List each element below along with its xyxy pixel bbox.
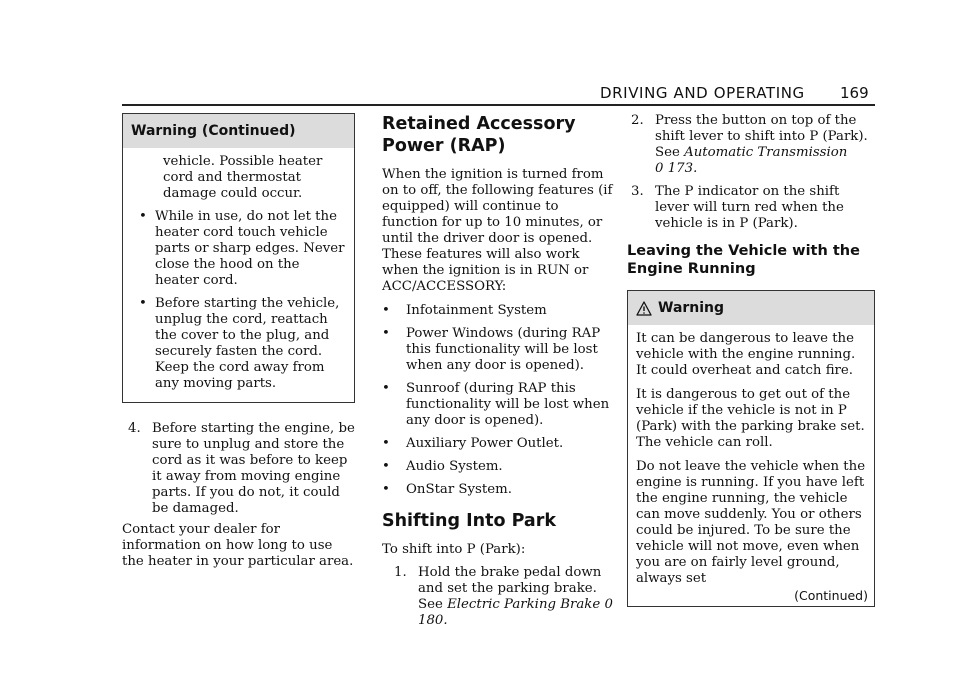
list-item [131, 296, 346, 392]
page-ref-icon: 0 [655, 161, 664, 176]
warning-paragraph: It is dangerous to get out of the vehicle if the vehicle is not in P (Park) with the parking brake set. The vehicle can roll. [636, 387, 865, 450]
bullet-icon: • [139, 209, 147, 224]
step-number: 2. [631, 113, 644, 128]
list-item-text: Auxiliary Power Outlet. [406, 436, 564, 451]
bullet-icon: • [382, 381, 390, 396]
bullet-icon: • [382, 459, 390, 474]
bullet-icon: • [382, 482, 390, 497]
warning-triangle-icon [636, 301, 652, 316]
step-text: Press the button on top of the shift lever to shift into P (Park). See [655, 113, 868, 160]
rap-heading: Retained Accessory Power (RAP) [382, 114, 576, 156]
warning-continued-text: vehicle. Possible heater cord and thermostat damage could occur. [163, 154, 323, 201]
continued-label: (Continued) [794, 588, 868, 603]
running-header-title: DRIVING AND OPERATING [600, 84, 805, 102]
warning-continued-box [122, 113, 355, 403]
list-item-text: Infotainment System [406, 303, 547, 318]
step-number: 1. [394, 565, 407, 580]
warning-paragraph: Do not leave the vehicle when the engine is running. If you have left the engine running, the vehicle can move suddenly. You or others could be injured. To be sure the vehicle will not move, even when you are on fairly level ground, always set [636, 459, 866, 586]
list-item-text: Audio System. [406, 459, 503, 474]
leaving-vehicle-heading: Leaving the Vehicle with the Engine Running [627, 243, 860, 277]
step-3 [627, 184, 875, 232]
bullet-icon: • [382, 436, 390, 451]
step-2 [627, 113, 875, 177]
park-intro: To shift into P (Park): [382, 542, 526, 557]
list-item-text: Before starting the vehicle, unplug the cord, reattach the cover to the plug, and securely fasten the cord. Keep the cord away from any moving parts. [155, 296, 340, 391]
cross-reference-page[interactable]: 173. [667, 161, 698, 176]
column-left [122, 113, 355, 570]
park-heading: Shifting Into Park [382, 511, 557, 531]
list-item [131, 209, 346, 289]
column-middle [382, 113, 615, 629]
list-item-text: Power Windows (during RAP this functionality will be lost when any door is opened). [406, 326, 601, 373]
step-text: Hold the brake pedal down and set the parking brake. See [418, 565, 602, 612]
list-item-text: Sunroof (during RAP this functionality will be lost when any door is opened). [406, 381, 610, 428]
list-item-text: OnStar System. [406, 482, 512, 497]
step-number: 3. [631, 184, 644, 199]
warning-label: Warning [658, 300, 725, 316]
step-text: The P indicator on the shift lever will turn red when the vehicle is in P (Park). [655, 184, 844, 231]
list-item [382, 459, 615, 475]
step-text: Before starting the engine, be sure to unplug and store the cord as it was before to keep it away from moving engine parts. If you do not, it could be damaged. [152, 421, 355, 516]
cross-reference-link[interactable]: Electric Parking Brake [447, 597, 601, 612]
page-number: 169 [840, 84, 869, 102]
rap-intro: When the ignition is turned from on to off, the following features (if equipped) will continue to function for up to 10 minutes, or until the driver door is opened. These features will also work when the ignition is in RUN or ACC/ACCESSORY: [382, 167, 613, 294]
bullet-icon: • [382, 303, 390, 318]
warning-title [628, 291, 874, 325]
column-right [627, 113, 875, 607]
step-1 [382, 565, 615, 629]
list-item [382, 303, 615, 319]
page-ref-icon: 0 [604, 597, 613, 612]
step-4 [122, 421, 355, 517]
list-item [382, 326, 615, 374]
warning-box [627, 290, 875, 607]
cross-reference-page[interactable]: 180. [418, 613, 448, 628]
warning-continued-title: Warning (Continued) [123, 114, 354, 148]
bullet-icon: • [382, 326, 390, 341]
list-item [382, 482, 615, 498]
list-item [382, 381, 615, 429]
step-number: 4. [128, 421, 141, 436]
cross-reference-link[interactable]: Automatic Transmission [684, 145, 848, 160]
bullet-icon: • [139, 296, 147, 311]
warning-paragraph: It can be dangerous to leave the vehicle with the engine running. It could overheat and catch fire. [636, 331, 856, 378]
header-divider [122, 104, 875, 106]
list-item-text: While in use, do not let the heater cord touch vehicle parts or sharp edges. Never close the hood on the heater cord. [155, 209, 345, 288]
contact-paragraph: Contact your dealer for information on how long to use the heater in your particular area. [122, 522, 354, 569]
list-item [382, 436, 615, 452]
